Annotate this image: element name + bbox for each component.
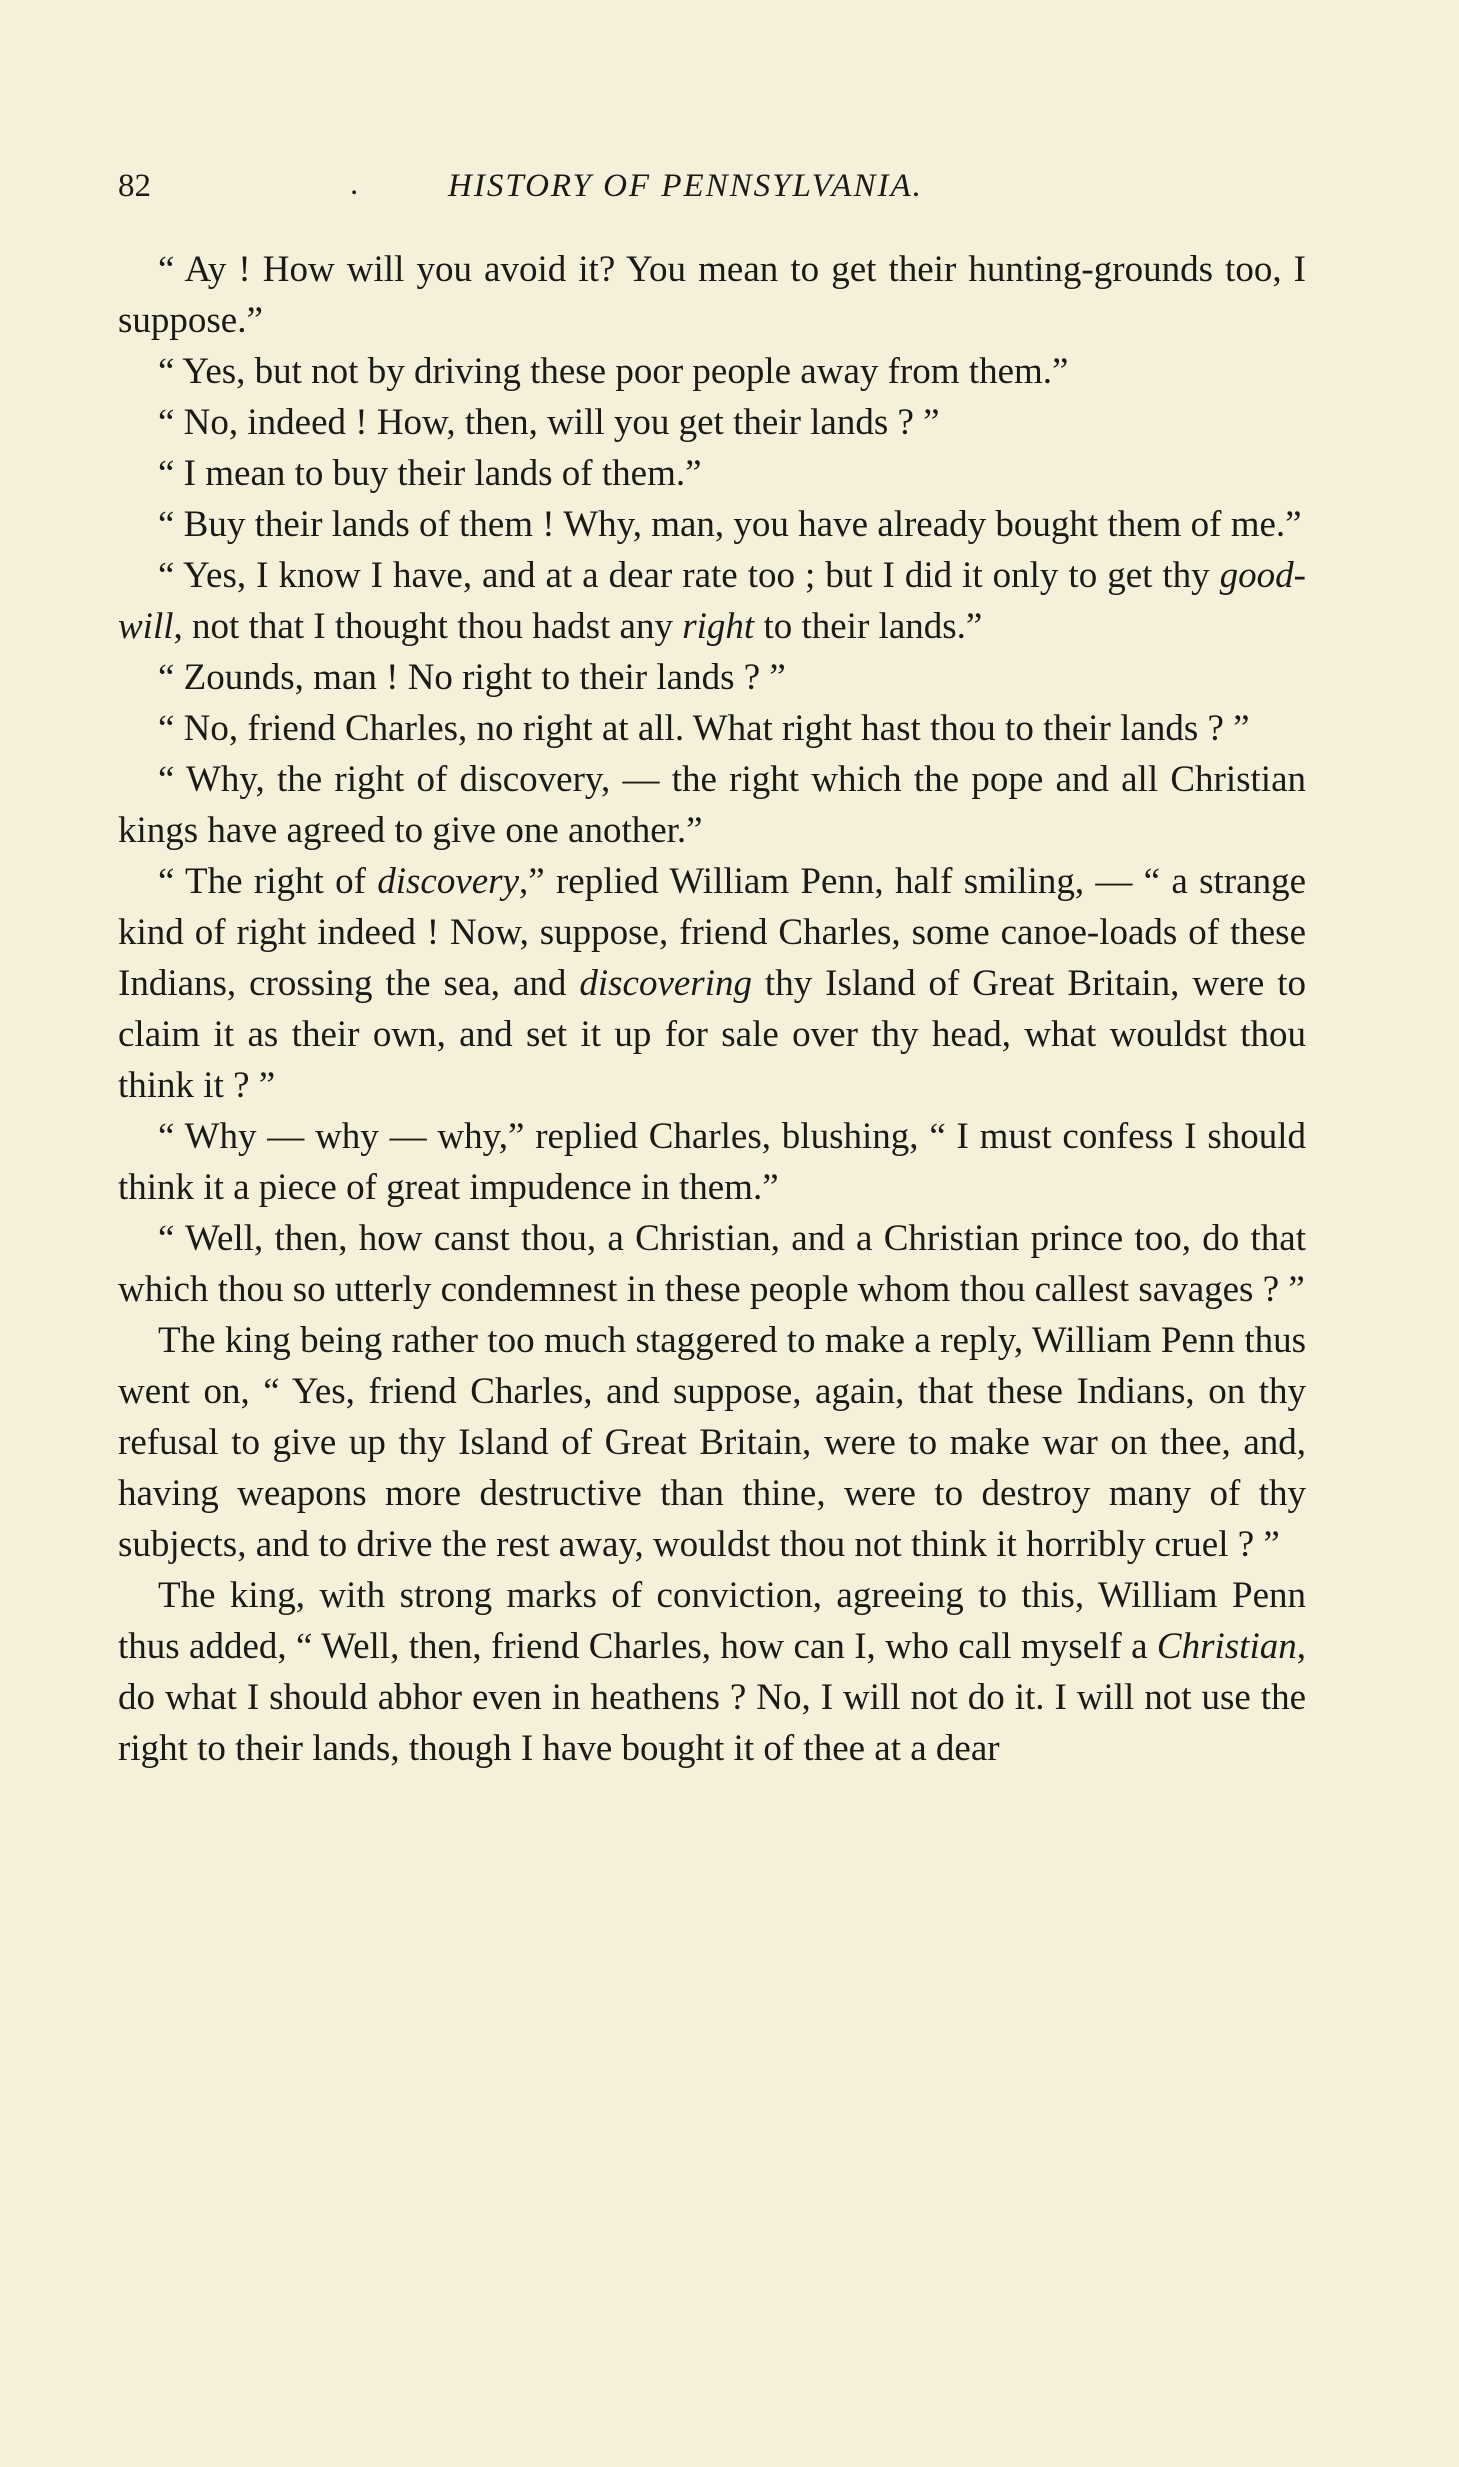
paragraph: “ The right of discovery,” replied William Penn, half smiling, — “ a strange kind of right indeed ! Now, suppose, friend Charles, some canoe-loads of these Indians, crossing the sea, and discovering thy Island of Great Britain, were to claim it as their own, and set it up for sale over thy head, what wouldst thou think it ? ” bbox=[118, 861, 1306, 1106]
paragraph: “ Zounds, man ! No right to their lands ? ” bbox=[158, 657, 786, 698]
page-header bbox=[118, 168, 1328, 218]
paragraph: “ Why — why — why,” replied Charles, blushing, “ I must confess I should think it a piece of great impudence in them.” bbox=[118, 1116, 1306, 1208]
emphasis: discovering bbox=[579, 963, 752, 1004]
paragraph: “ Ay ! How will you avoid it? You mean to get their hunting-grounds too, I suppose.” bbox=[118, 249, 1306, 341]
emphasis: right bbox=[682, 606, 755, 647]
header-separator: . bbox=[350, 166, 359, 202]
body-text bbox=[118, 244, 1306, 1774]
page-number: 82 bbox=[118, 168, 151, 204]
paragraph: “ Yes, but not by driving these poor people away from them.” bbox=[158, 351, 1069, 392]
paragraph: “ Yes, I know I have, and at a dear rate too ; but I did it only to get thy good-will, not that I thought thou hadst any right to their lands.” bbox=[118, 555, 1306, 647]
running-title: HISTORY OF PENNSYLVANIA. bbox=[448, 168, 923, 204]
emphasis: discovery bbox=[377, 861, 519, 902]
paragraph: “ I mean to buy their lands of them.” bbox=[158, 453, 702, 494]
emphasis: good-will bbox=[118, 555, 1306, 647]
paragraph: “ Why, the right of discovery, — the right which the pope and all Christian kings have agreed to give one another.” bbox=[118, 759, 1306, 851]
paragraph: “ No, indeed ! How, then, will you get their lands ? ” bbox=[158, 402, 940, 443]
paragraph: The king being rather too much staggered to make a reply, William Penn thus went on, “ Yes, friend Charles, and suppose, again, that these Indians, on thy refusal to give up thy Island of Great Britain, were to make war on thee, and, having weapons more destructive than thine, were to destroy many of thy subjects, and to drive the rest away, wouldst thou not think it horribly cruel ? ” bbox=[118, 1320, 1306, 1565]
paragraph: The king, with strong marks of conviction, agreeing to this, William Penn thus added, “ Well, then, friend Charles, how can I, who call myself a Christian, do what I should abhor even in heathens ? No, I will not do it. I will not use the right to their lands, though I have bought it of thee at a dear bbox=[118, 1575, 1306, 1769]
paragraph: “ Buy their lands of them ! Why, man, you have already bought them of me.” bbox=[158, 504, 1302, 545]
paragraph: “ No, friend Charles, no right at all. What right hast thou to their lands ? ” bbox=[158, 708, 1250, 749]
emphasis: Christian bbox=[1156, 1626, 1297, 1667]
paragraph: “ Well, then, how canst thou, a Christian, and a Christian prince too, do that which thou so utterly condemnest in these people whom thou callest savages ? ” bbox=[118, 1218, 1306, 1310]
